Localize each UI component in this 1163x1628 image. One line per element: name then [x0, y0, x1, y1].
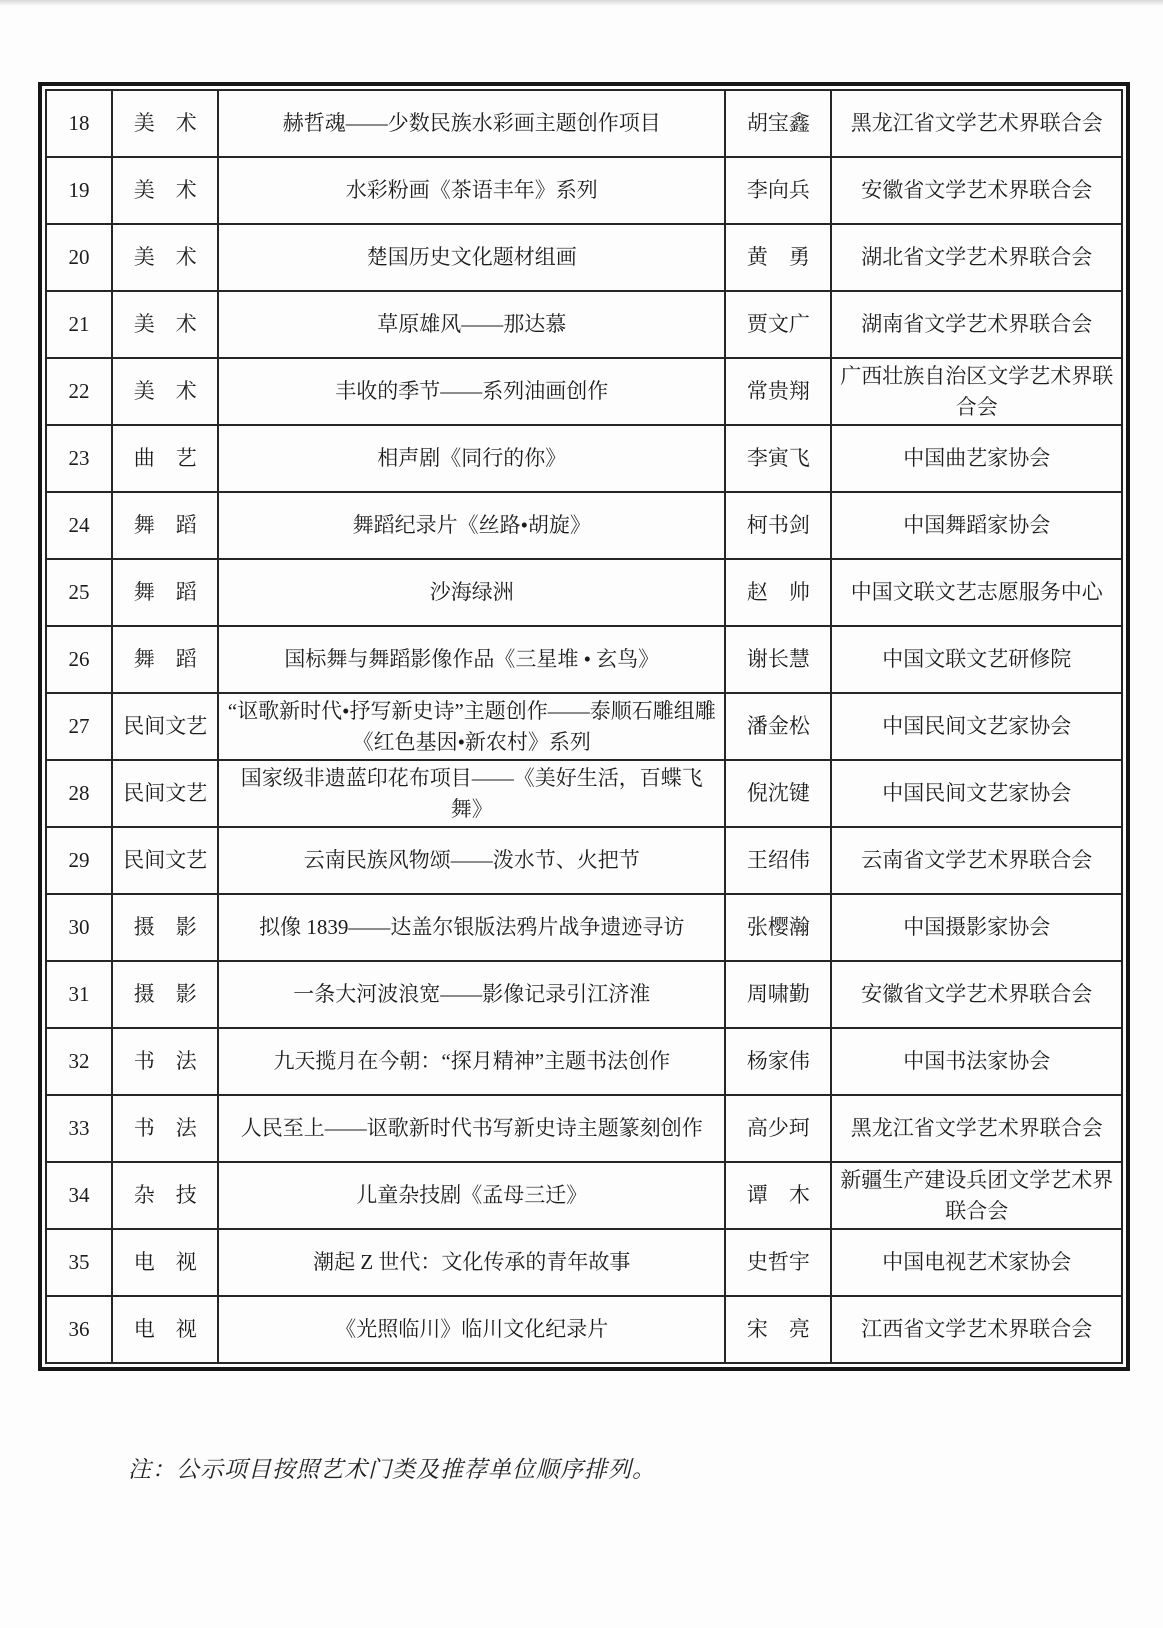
cell-number: 34: [46, 1162, 112, 1229]
cell-number: 23: [46, 425, 112, 492]
cell-org: 中国摄影家协会: [831, 894, 1122, 961]
cell-org: 中国舞蹈家协会: [831, 492, 1122, 559]
cell-org: 湖北省文学艺术界联合会: [831, 224, 1122, 291]
cell-category: 美 术: [112, 291, 218, 358]
cell-number: 21: [46, 291, 112, 358]
cell-org: 中国民间文艺家协会: [831, 760, 1122, 827]
cell-title: 一条大河波浪宽——影像记录引江济淮: [218, 961, 725, 1028]
cell-title: 人民至上——讴歌新时代书写新史诗主题篆刻创作: [218, 1095, 725, 1162]
cell-number: 24: [46, 492, 112, 559]
table-row: [46, 1095, 1122, 1162]
cell-org: 中国文联文艺研修院: [831, 626, 1122, 693]
cell-org: 安徽省文学艺术界联合会: [831, 157, 1122, 224]
cell-title: “讴歌新时代•抒写新史诗”主题创作——泰顺石雕组雕《红色基因•新农村》系列: [218, 693, 725, 760]
table-row: [46, 425, 1122, 492]
cell-title: 舞蹈纪录片《丝路•胡旋》: [218, 492, 725, 559]
cell-author: 黄 勇: [725, 224, 831, 291]
cell-category: 摄 影: [112, 961, 218, 1028]
table-row: [46, 693, 1122, 760]
table-row: [46, 291, 1122, 358]
cell-category: 美 术: [112, 224, 218, 291]
cell-org: 云南省文学艺术界联合会: [831, 827, 1122, 894]
cell-category: 电 视: [112, 1229, 218, 1296]
cell-number: 32: [46, 1028, 112, 1095]
cell-category: 书 法: [112, 1028, 218, 1095]
cell-org: 中国文联文艺志愿服务中心: [831, 559, 1122, 626]
cell-author: 杨家伟: [725, 1028, 831, 1095]
cell-number: 35: [46, 1229, 112, 1296]
cell-number: 36: [46, 1296, 112, 1363]
cell-author: 胡宝鑫: [725, 90, 831, 157]
cell-number: 18: [46, 90, 112, 157]
cell-number: 33: [46, 1095, 112, 1162]
cell-author: 潘金松: [725, 693, 831, 760]
cell-category: 书 法: [112, 1095, 218, 1162]
cell-author: 赵 帅: [725, 559, 831, 626]
cell-title: 潮起 Z 世代：文化传承的青年故事: [218, 1229, 725, 1296]
cell-author: 张樱瀚: [725, 894, 831, 961]
table-row: [46, 157, 1122, 224]
cell-title: 沙海绿洲: [218, 559, 725, 626]
cell-title: 丰收的季节——系列油画创作: [218, 358, 725, 425]
cell-author: 常贵翔: [725, 358, 831, 425]
cell-number: 27: [46, 693, 112, 760]
cell-title: 水彩粉画《茶语丰年》系列: [218, 157, 725, 224]
table-row: [46, 827, 1122, 894]
table-row: [46, 224, 1122, 291]
cell-author: 谢长慧: [725, 626, 831, 693]
cell-number: 31: [46, 961, 112, 1028]
cell-author: 高少珂: [725, 1095, 831, 1162]
cell-number: 20: [46, 224, 112, 291]
table-row: [46, 894, 1122, 961]
cell-author: 王绍伟: [725, 827, 831, 894]
table-row: [46, 358, 1122, 425]
cell-category: 美 术: [112, 90, 218, 157]
table-row: [46, 559, 1122, 626]
cell-org: 中国曲艺家协会: [831, 425, 1122, 492]
cell-author: 周啸勤: [725, 961, 831, 1028]
table-row: [46, 1028, 1122, 1095]
cell-number: 25: [46, 559, 112, 626]
cell-category: 舞 蹈: [112, 626, 218, 693]
cell-title: 国家级非遗蓝印花布项目——《美好生活，百蝶飞舞》: [218, 760, 725, 827]
cell-org: 广西壮族自治区文学艺术界联合会: [831, 358, 1122, 425]
table-row: [46, 1162, 1122, 1229]
cell-author: 史哲宇: [725, 1229, 831, 1296]
cell-category: 杂 技: [112, 1162, 218, 1229]
cell-category: 民间文艺: [112, 827, 218, 894]
table-row: [46, 1296, 1122, 1363]
cell-org: 湖南省文学艺术界联合会: [831, 291, 1122, 358]
table-row: [46, 1229, 1122, 1296]
cell-category: 美 术: [112, 157, 218, 224]
cell-number: 19: [46, 157, 112, 224]
cell-author: 谭 木: [725, 1162, 831, 1229]
cell-category: 民间文艺: [112, 760, 218, 827]
cell-org: 江西省文学艺术界联合会: [831, 1296, 1122, 1363]
cell-title: 国标舞与舞蹈影像作品《三星堆 • 玄鸟》: [218, 626, 725, 693]
cell-title: 九天揽月在今朝：“探月精神”主题书法创作: [218, 1028, 725, 1095]
cell-org: 黑龙江省文学艺术界联合会: [831, 90, 1122, 157]
cell-org: 中国民间文艺家协会: [831, 693, 1122, 760]
table-body: [46, 90, 1122, 1363]
cell-author: 宋 亮: [725, 1296, 831, 1363]
cell-number: 26: [46, 626, 112, 693]
cell-category: 曲 艺: [112, 425, 218, 492]
cell-title: 赫哲魂——少数民族水彩画主题创作项目: [218, 90, 725, 157]
cell-org: 黑龙江省文学艺术界联合会: [831, 1095, 1122, 1162]
cell-org: 中国电视艺术家协会: [831, 1229, 1122, 1296]
projects-table: [38, 82, 1130, 1371]
cell-org: 中国书法家协会: [831, 1028, 1122, 1095]
cell-org: 新疆生产建设兵团文学艺术界联合会: [831, 1162, 1122, 1229]
table-row: [46, 760, 1122, 827]
cell-title: 拟像 1839——达盖尔银版法鸦片战争遗迹寻访: [218, 894, 725, 961]
cell-title: 楚国历史文化题材组画: [218, 224, 725, 291]
cell-category: 舞 蹈: [112, 559, 218, 626]
cell-number: 30: [46, 894, 112, 961]
cell-number: 29: [46, 827, 112, 894]
cell-author: 柯书剑: [725, 492, 831, 559]
cell-title: 云南民族风物颂——泼水节、火把节: [218, 827, 725, 894]
table-row: [46, 961, 1122, 1028]
cell-org: 安徽省文学艺术界联合会: [831, 961, 1122, 1028]
cell-number: 22: [46, 358, 112, 425]
cell-title: 儿童杂技剧《孟母三迁》: [218, 1162, 725, 1229]
cell-author: 倪沈键: [725, 760, 831, 827]
cell-number: 28: [46, 760, 112, 827]
cell-category: 美 术: [112, 358, 218, 425]
cell-category: 舞 蹈: [112, 492, 218, 559]
cell-author: 贾文广: [725, 291, 831, 358]
cell-category: 电 视: [112, 1296, 218, 1363]
table-row: [46, 492, 1122, 559]
cell-author: 李向兵: [725, 157, 831, 224]
cell-category: 民间文艺: [112, 693, 218, 760]
cell-title: 《光照临川》临川文化纪录片: [218, 1296, 725, 1363]
cell-category: 摄 影: [112, 894, 218, 961]
cell-title: 草原雄风——那达慕: [218, 291, 725, 358]
table-row: [46, 626, 1122, 693]
cell-title: 相声剧《同行的你》: [218, 425, 725, 492]
projects-table-grid: [45, 89, 1123, 1364]
footnote: 注：公示项目按照艺术门类及推荐单位顺序排列。: [128, 1457, 656, 1482]
table-row: [46, 90, 1122, 157]
cell-author: 李寅飞: [725, 425, 831, 492]
